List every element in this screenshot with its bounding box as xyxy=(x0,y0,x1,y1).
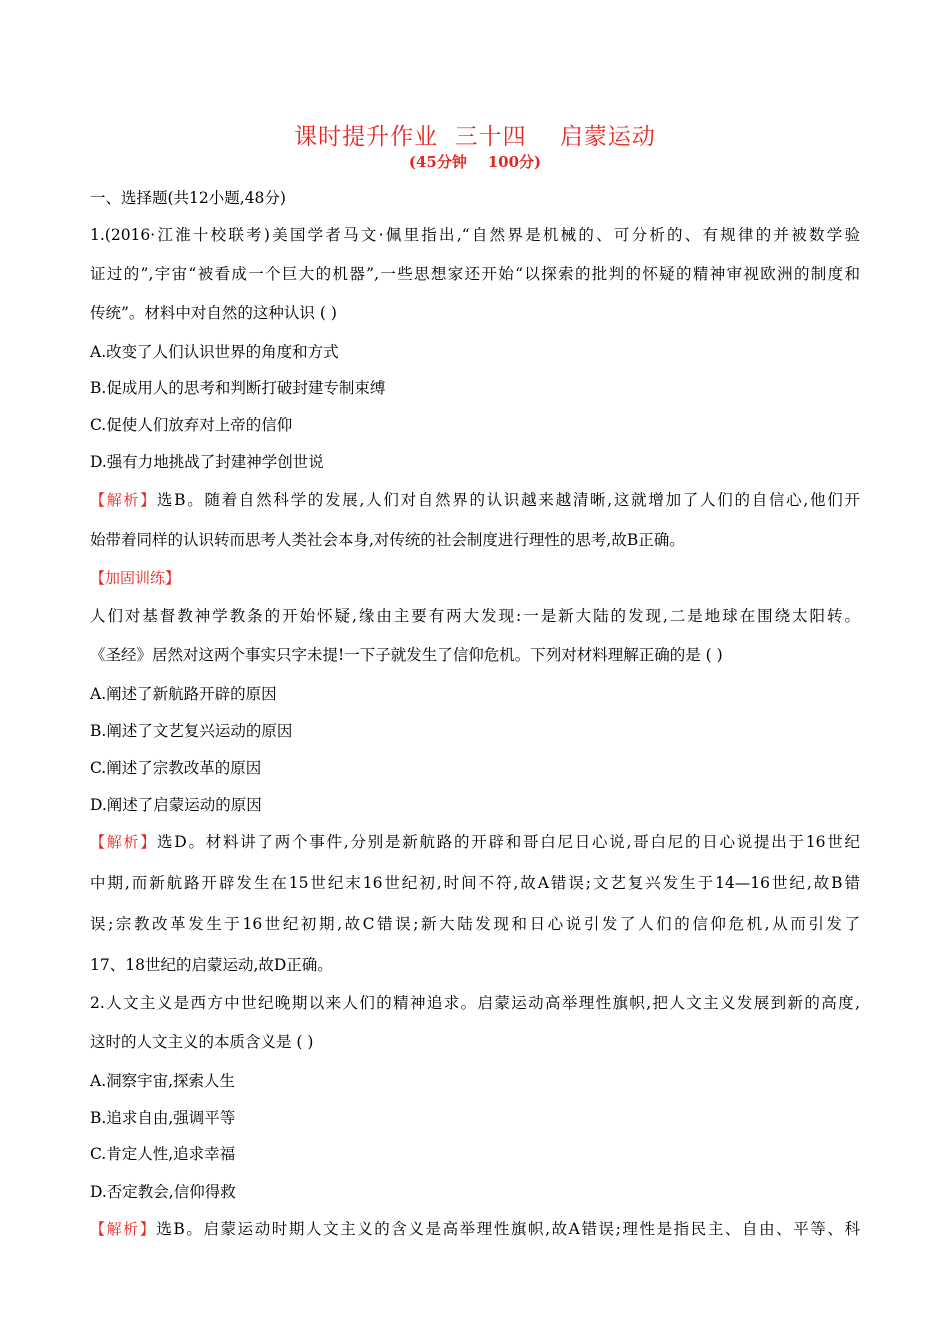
page-title: 课时提升作业 三十四 启蒙运动 xyxy=(294,124,656,150)
q2-stem-line-2: 这时的人文主义的本质含义是 ( ) xyxy=(90,1033,314,1051)
q2-analysis-text-1: 选B。启蒙运动时期人文主义的含义是高举理性旗帜,故A错误;理性是指民主、自由、平等、科 xyxy=(156,1220,860,1238)
q1-option-a: A.改变了人们认识世界的角度和方式 xyxy=(90,343,339,361)
q1-analysis-line-1 xyxy=(90,490,860,510)
q1-option-d: D.强有力地挑战了封建神学创世说 xyxy=(90,453,324,471)
q2-stem-line-1: 2.人文主义是西方中世纪晚期以来人们的精神追求。启蒙运动高举理性旗帜,把人文主义发展到新的高度, xyxy=(90,994,860,1012)
extra-analysis-line-1 xyxy=(90,832,860,852)
extra-option-d: D.阐述了启蒙运动的原因 xyxy=(90,796,262,814)
extra-option-a: A.阐述了新航路开辟的原因 xyxy=(90,685,277,703)
extra-analysis-text-1: 选D。材料讲了两个事件,分别是新航路的开辟和哥白尼日心说,哥白尼的日心说提出于16世纪 xyxy=(157,833,860,851)
extra-analysis-line-4: 17、18世纪的启蒙运动,故D正确。 xyxy=(90,956,333,974)
extra-stem-line-2: 《圣经》居然对这两个事实只字未提!一下子就发生了信仰危机。下列对材料理解正确的是 ( ) xyxy=(90,646,723,664)
extra-training-tag: 【加固训练】 xyxy=(90,569,181,587)
extra-analysis-line-3: 误;宗教改革发生于16世纪初期,故C错误;新大陆发现和日心说引发了人们的信仰危机,从而引发了 xyxy=(90,915,860,933)
extra-analysis-line-2: 中期,而新航路开辟发生在15世纪末16世纪初,时间不符,故A错误;文艺复兴发生于14—16世纪,故B错 xyxy=(90,874,860,892)
q2-option-a: A.洞察宇宙,探索人生 xyxy=(90,1072,236,1090)
q1-stem-line-2: 证过的”,宇宙“被看成一个巨大的机器”,一些思想家还开始“以探索的批判的怀疑的精神审视欧洲的制度和 xyxy=(90,265,860,283)
q1-stem-line-1: 1.(2016·江淮十校联考)美国学者马文·佩里指出,“自然界是机械的、可分析的、有规律的并被数学验 xyxy=(90,226,860,244)
q1-option-c: C.促使人们放弃对上帝的信仰 xyxy=(90,416,293,434)
extra-option-c: C.阐述了宗教改革的原因 xyxy=(90,759,262,777)
section-heading: 一、选择题(共12小题,48分) xyxy=(90,189,286,207)
q2-analysis-tag: 【解析】 xyxy=(90,1220,157,1238)
extra-option-b: B.阐述了文艺复兴运动的原因 xyxy=(90,722,293,740)
q1-analysis-line-2: 始带着同样的认识转而思考人类社会本身,对传统的社会制度进行理性的思考,故B正确。 xyxy=(90,531,685,549)
page-subtitle: (45分钟 100分) xyxy=(408,153,542,171)
q2-option-b: B.追求自由,强调平等 xyxy=(90,1109,236,1127)
q1-analysis-tag: 【解析】 xyxy=(90,491,157,509)
q2-option-c: C.肯定人性,追求幸福 xyxy=(90,1145,236,1163)
q2-option-d: D.否定教会,信仰得救 xyxy=(90,1183,236,1201)
extra-stem-line-1: 人们对基督教神学教条的开始怀疑,缘由主要有两大发现:一是新大陆的发现,二是地球在围绕太阳转。 xyxy=(90,607,860,625)
q2-analysis-line-1 xyxy=(90,1219,860,1239)
q1-analysis-text-1: 选B。随着自然科学的发展,人们对自然界的认识越来越清晰,这就增加了人们的自信心,他们开 xyxy=(156,491,860,509)
q1-stem-line-3: 传统”。材料中对自然的这种认识 ( ) xyxy=(90,304,337,322)
extra-analysis-tag: 【解析】 xyxy=(90,833,158,851)
q1-option-b: B.促成用人的思考和判断打破封建专制束缚 xyxy=(90,379,386,397)
